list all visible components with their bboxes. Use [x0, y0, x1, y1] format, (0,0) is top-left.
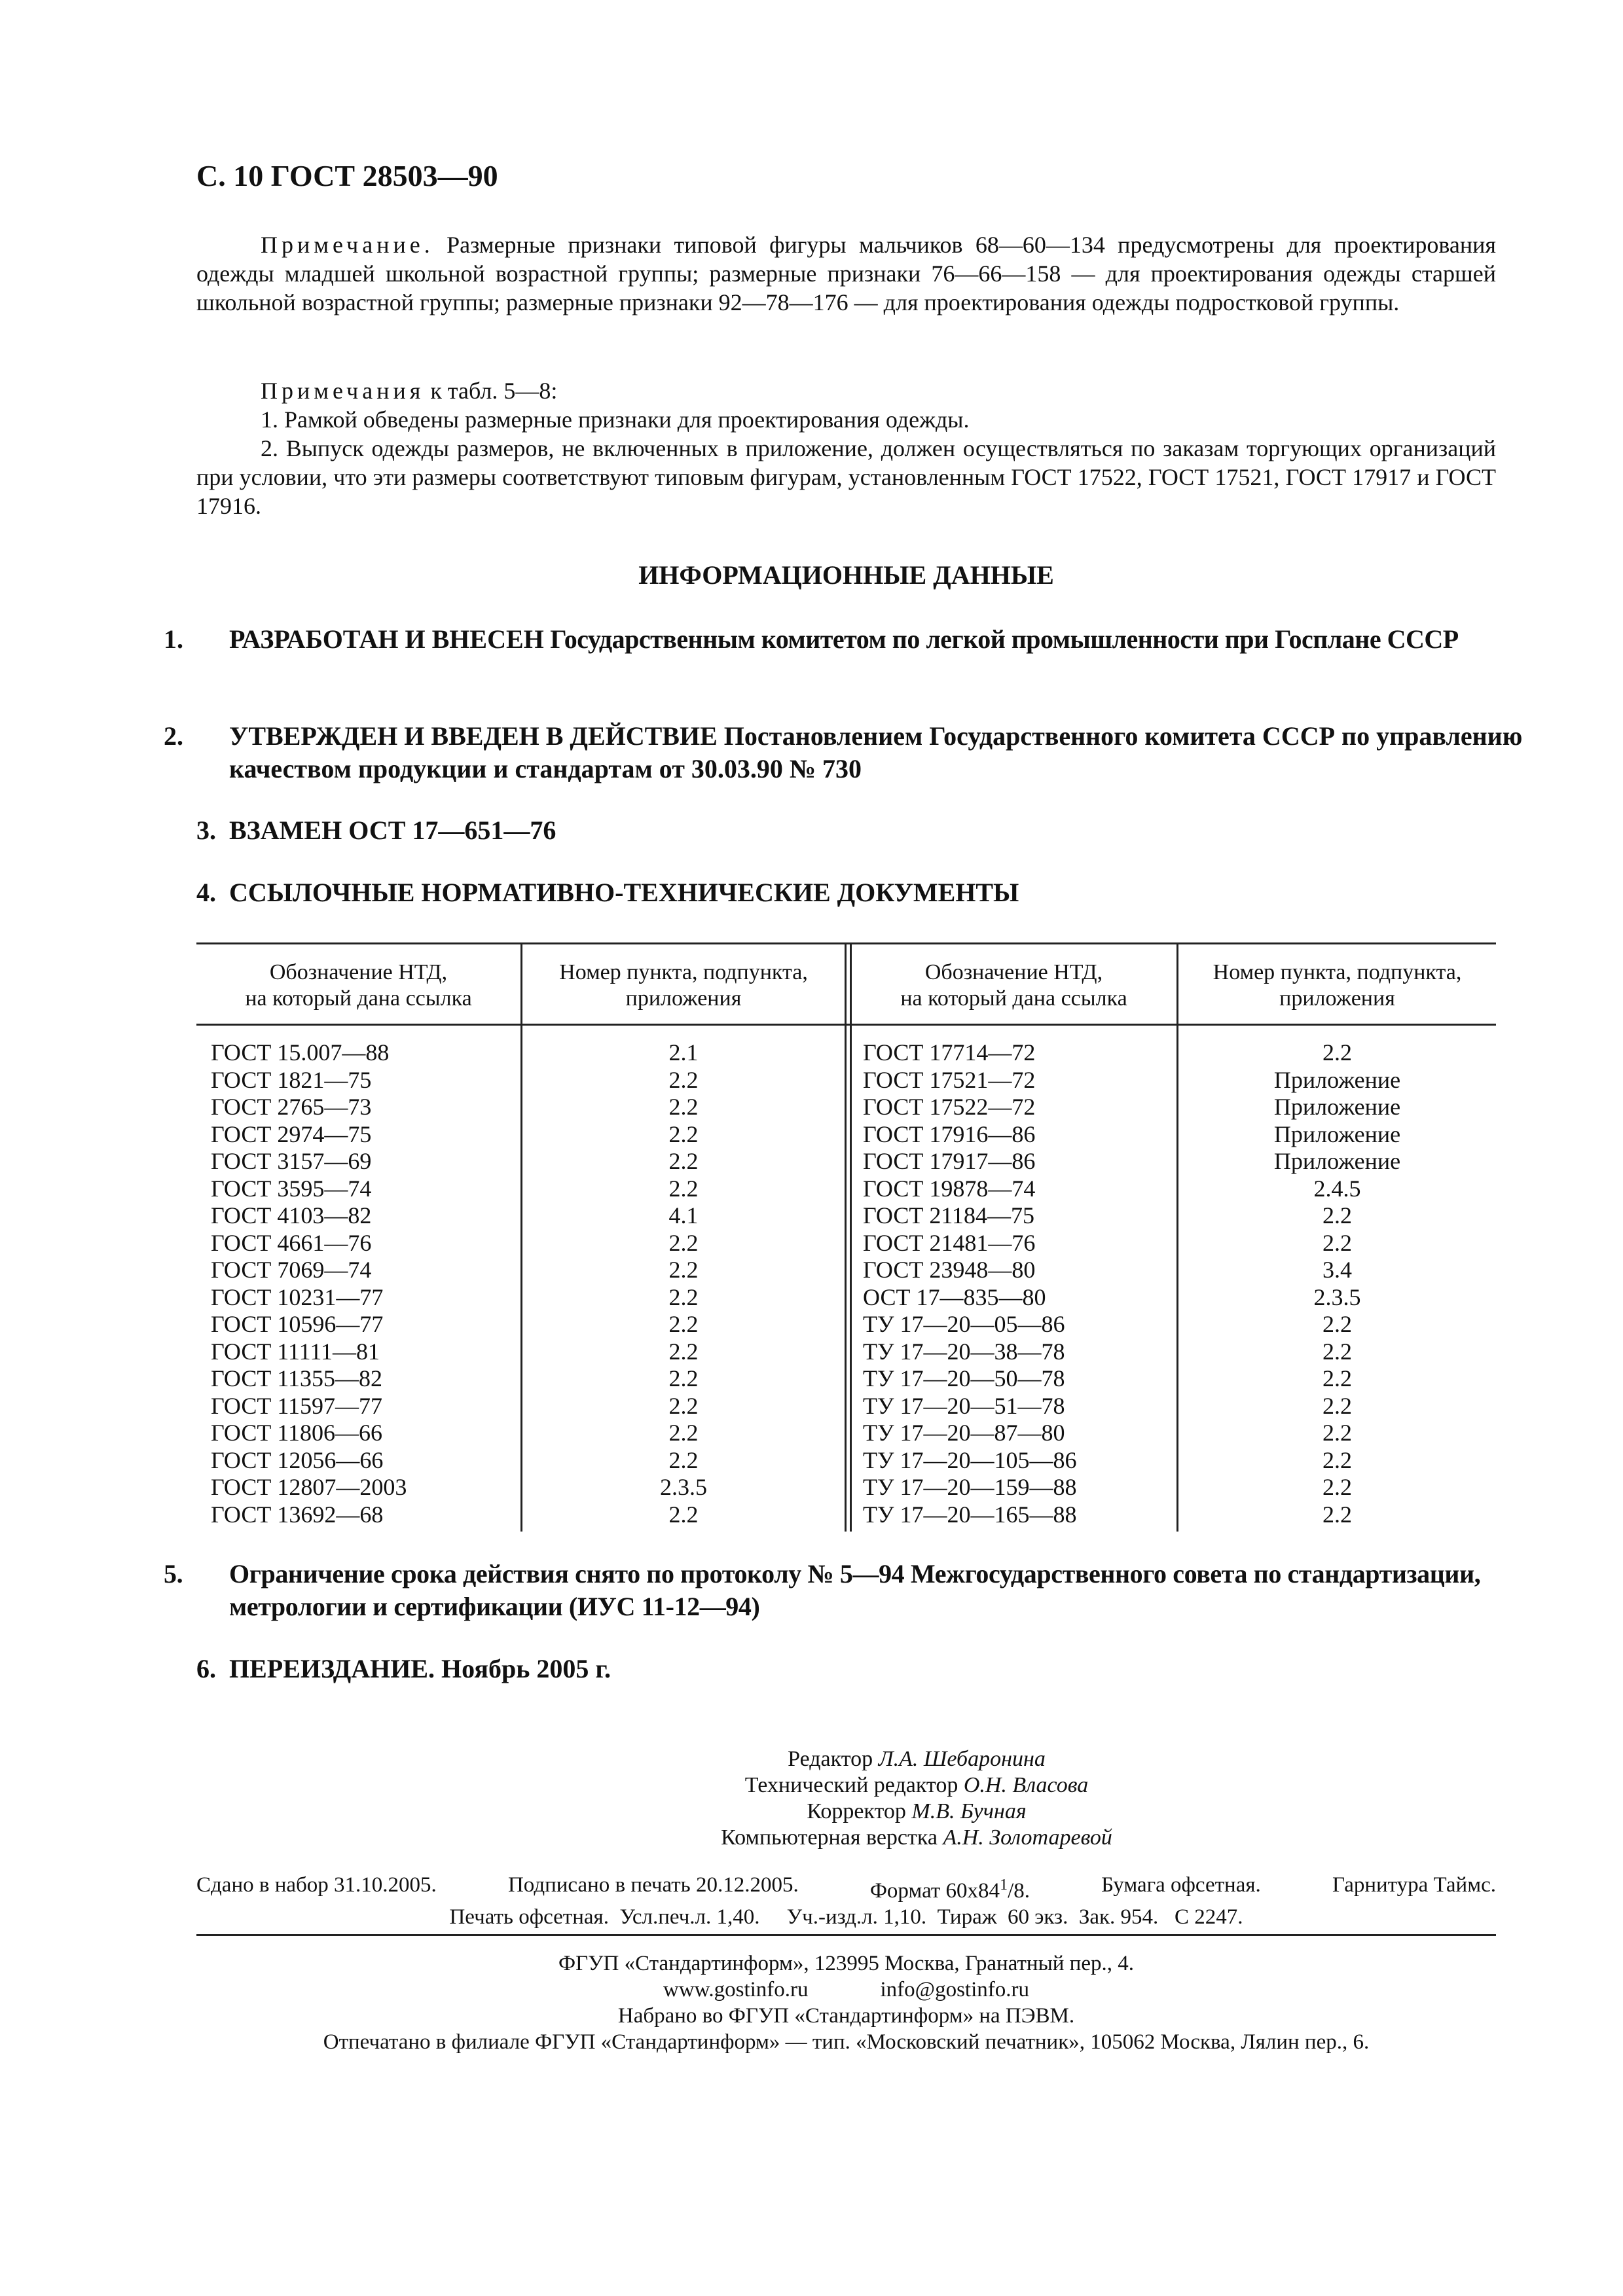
section-2: [164, 720, 1525, 785]
table-cell: ТУ 17—20—05—86: [863, 1311, 1065, 1337]
column-left-refs: [522, 1039, 845, 1528]
page-header: С. 10 ГОСТ 28503—90: [196, 159, 498, 192]
header-line: Обозначение НТД,: [269, 960, 448, 984]
table-cell: ГОСТ 17522—72: [863, 1094, 1036, 1120]
section-6: [196, 1653, 1493, 1685]
table-cell: 2.2: [1322, 1474, 1352, 1500]
credit-name: Л.А. Шебаронина: [878, 1747, 1046, 1771]
table-cell: 2.2: [1322, 1420, 1352, 1446]
table-cell: 2.2: [668, 1121, 699, 1147]
imprint-format: [870, 1872, 1030, 1904]
table-cell: 2.1: [668, 1039, 699, 1066]
column-right-refs: [1178, 1039, 1496, 1528]
table-cell: ГОСТ 21481—76: [863, 1229, 1036, 1256]
note-item-1: 1. Рамкой обведены размерные признаки для проектирования одежды.: [261, 406, 970, 433]
table-cell: 2.2: [668, 1148, 699, 1174]
imprint-line-1: [196, 1872, 1496, 1904]
footer-typeset: Набрано во ФГУП «Стандартинформ» на ПЭВМ.: [617, 2004, 1075, 2028]
info-title: ИНФОРМАЦИОННЫЕ ДАННЫЕ: [638, 560, 1054, 590]
credit-corrector: [589, 1799, 1244, 1825]
notes-label-tail: к табл. 5—8:: [424, 378, 558, 404]
table-cell: 2.4.5: [1313, 1175, 1361, 1202]
table-cell: 2.2: [668, 1446, 699, 1473]
notes-label: Примечания: [261, 378, 425, 404]
header-line: Обозначение НТД,: [924, 960, 1103, 984]
table-cell: ГОСТ 17521—72: [863, 1066, 1036, 1093]
table-cell: ГОСТ 2974—75: [211, 1121, 372, 1147]
table-cell: 2.2: [1322, 1501, 1352, 1528]
table-cell: 2.2: [1322, 1365, 1352, 1391]
table-cell: ОСТ 17—835—80: [863, 1283, 1046, 1310]
table-cell: ГОСТ 2765—73: [211, 1094, 372, 1120]
table-cell: ТУ 17—20—165—88: [863, 1501, 1077, 1528]
section-5-number: 5.: [164, 1559, 183, 1588]
footer-printed: Отпечатано в филиале ФГУП «Стандартинформ» — тип. «Московский печатник», 105062 Москва, Лялин пер., 6.: [323, 2030, 1370, 2054]
table-cell: Приложение: [1273, 1094, 1401, 1120]
table-cell: ГОСТ 1821—75: [211, 1066, 372, 1093]
credit-layout: [589, 1825, 1244, 1851]
table-cell: 2.2: [668, 1392, 699, 1419]
table-cell: ГОСТ 10231—77: [211, 1283, 384, 1310]
column-right-docs: [863, 1039, 1174, 1528]
section-1-text: Государственным комитетом по легкой промышленности при Госплане СССР: [543, 624, 1459, 654]
table-cell: 2.2: [668, 1229, 699, 1256]
section-2-text: Постановлением Государственного комитета СССР по управлению качеством продукции и стандартам от 30.03.90 № 730: [229, 721, 1523, 783]
table-header-ref-right: [1178, 960, 1496, 1012]
table-cell: 2.2: [1322, 1392, 1352, 1419]
note-text: Размерные признаки типовой фигуры мальчиков 68—60—134 предусмотрены для проектирования одежды младшей школьной возрастной группы; размерные признаки 76—66—158 — для проектирования одежды старшей школьной возрастной группы; размерные признаки 92—78—176 — для проектирования одежды подростковой группы.: [196, 232, 1496, 315]
section-6-number: 6.: [196, 1654, 216, 1683]
table-cell: Приложение: [1273, 1148, 1401, 1174]
section-2-lead: УТВЕРЖДЕН И ВВЕДЕН В ДЕЙСТВИЕ: [229, 721, 718, 751]
table-header-ref-left: [522, 960, 845, 1012]
table-header-doc-right: [851, 960, 1176, 1012]
header-line: приложения: [1279, 986, 1395, 1011]
table-divider-center: [845, 942, 852, 1532]
imprint-typeface: Гарнитура Таймс.: [1332, 1873, 1496, 1897]
imprint-line-2: Печать офсетная. Усл.печ.л. 1,40. Уч.-изд.л. 1,10. Тираж 60 экз. Зак. 954. С 2247.: [449, 1905, 1243, 1929]
section-2-number: 2.: [164, 721, 183, 751]
table-cell: ТУ 17—20—105—86: [863, 1446, 1077, 1473]
section-3-number: 3.: [196, 816, 216, 845]
table-cell: 2.2: [668, 1066, 699, 1093]
format-text: /8.: [1008, 1879, 1030, 1903]
notes-heading: [196, 376, 1496, 405]
section-1-lead: РАЗРАБОТАН И ВНЕСЕН: [229, 624, 544, 654]
note-paragraph: [196, 230, 1496, 317]
section-3: [196, 814, 1493, 847]
header-line: на который дана ссылка: [900, 986, 1127, 1011]
table-cell: ГОСТ 11111—81: [211, 1338, 380, 1365]
section-4-number: 4.: [196, 878, 216, 907]
imprint-signed: Подписано в печать 20.12.2005.: [507, 1873, 799, 1897]
table-cell: ГОСТ 21184—75: [863, 1202, 1035, 1229]
table-cell: 2.2: [1322, 1039, 1352, 1066]
table-cell: ГОСТ 11355—82: [211, 1365, 383, 1391]
table-cell: ГОСТ 7069—74: [211, 1257, 372, 1283]
header-line: на который дана ссылка: [245, 986, 472, 1011]
table-cell: ГОСТ 13692—68: [211, 1501, 384, 1528]
table-cell: ГОСТ 11597—77: [211, 1392, 383, 1419]
credit-tech-editor: [589, 1772, 1244, 1799]
table-cell: ТУ 17—20—38—78: [863, 1338, 1065, 1365]
credit-name: М.В. Бучная: [911, 1799, 1027, 1823]
column-left-docs: [211, 1039, 519, 1528]
section-1: [164, 623, 1525, 656]
section-4: [196, 876, 1493, 909]
table-header-doc-left: [196, 960, 520, 1012]
footer-address: ФГУП «Стандартинформ», 123995 Москва, Гранатный пер., 4.: [558, 1952, 1134, 1975]
table-cell: ГОСТ 11806—66: [211, 1420, 383, 1446]
table-cell: 2.2: [1322, 1338, 1352, 1365]
credits-block: [589, 1746, 1244, 1851]
credit-name: О.Н. Власова: [963, 1773, 1089, 1797]
format-sup: 1: [1000, 1876, 1008, 1893]
credit-name: А.Н. Золотаревой: [943, 1825, 1112, 1850]
table-cell: ГОСТ 23948—80: [863, 1257, 1036, 1283]
table-cell: ТУ 17—20—87—80: [863, 1420, 1065, 1446]
table-cell: 2.2: [1322, 1446, 1352, 1473]
header-line: Номер пункта, подпункта,: [559, 960, 808, 984]
table-cell: 2.2: [668, 1420, 699, 1446]
table-cell: 2.3.5: [1313, 1283, 1361, 1310]
table-cell: ГОСТ 15.007—88: [211, 1039, 390, 1066]
credit-label: Редактор: [788, 1747, 873, 1771]
table-cell: ГОСТ 17916—86: [863, 1121, 1036, 1147]
footer-divider: [196, 1934, 1496, 1936]
table-cell: ГОСТ 17917—86: [863, 1148, 1036, 1174]
table-cell: 4.1: [668, 1202, 699, 1229]
table-cell: 2.2: [668, 1365, 699, 1391]
credit-label: Компьютерная верстка: [721, 1825, 938, 1850]
note-item-2: 2. Выпуск одежды размеров, не включенных в приложение, должен осуществляться по заказам торгующих организаций при условии, что эти размеры соответствуют типовым фигурам, установленным ГОСТ 17522, ГОСТ 17521, ГОСТ 17917 и ГОСТ 17916.: [196, 435, 1496, 519]
table-cell: ГОСТ 4661—76: [211, 1229, 372, 1256]
table-cell: ГОСТ 19878—74: [863, 1175, 1036, 1202]
table-cell: ГОСТ 4103—82: [211, 1202, 372, 1229]
header-line: приложения: [625, 986, 742, 1011]
footer-email: info@gostinfo.ru: [880, 1978, 1029, 2001]
table-cell: 2.2: [668, 1094, 699, 1120]
table-cell: 2.2: [668, 1338, 699, 1365]
table-cell: ГОСТ 3157—69: [211, 1148, 372, 1174]
imprint-paper: Бумага офсетная.: [1101, 1873, 1261, 1897]
credit-editor: [589, 1746, 1244, 1772]
footer-contacts: [196, 1977, 1496, 2003]
footer-website: www.gostinfo.ru: [663, 1978, 809, 2001]
table-cell: 2.2: [668, 1175, 699, 1202]
table-cell: 2.2: [1322, 1229, 1352, 1256]
header-line: Номер пункта, подпункта,: [1213, 960, 1462, 984]
table-cell: 2.3.5: [660, 1474, 707, 1500]
publisher-footer: [196, 1950, 1496, 2055]
table-cell: 2.2: [668, 1283, 699, 1310]
table-cell: 3.4: [1322, 1257, 1352, 1283]
table-cell: Приложение: [1273, 1066, 1401, 1093]
table-cell: ГОСТ 12056—66: [211, 1446, 384, 1473]
table-cell: 2.2: [1322, 1311, 1352, 1337]
imprint-sent: Сдано в набор 31.10.2005.: [196, 1873, 437, 1897]
section-5-text: Ограничение срока действия снято по протоколу № 5—94 Межгосударственного совета по стандартизации, метрологии и сертификации (ИУС 11-12—94): [229, 1559, 1481, 1621]
table-cell: 2.2: [1322, 1202, 1352, 1229]
table-cell: ГОСТ 10596—77: [211, 1311, 384, 1337]
reference-table: [196, 942, 1496, 1532]
section-3-lead: ВЗАМЕН ОСТ 17—651—76: [229, 816, 556, 845]
table-cell: ГОСТ 17714—72: [863, 1039, 1036, 1066]
section-4-lead: ССЫЛОЧНЫЕ НОРМАТИВНО-ТЕХНИЧЕСКИЕ ДОКУМЕНТЫ: [229, 878, 1019, 907]
note-label: Примечание.: [261, 232, 434, 258]
table-cell: 2.2: [668, 1257, 699, 1283]
table-cell: 2.2: [668, 1311, 699, 1337]
section-1-number: 1.: [164, 624, 183, 654]
table-cell: ГОСТ 3595—74: [211, 1175, 372, 1202]
section-5: [164, 1558, 1525, 1623]
credit-label: Технический редактор: [744, 1773, 958, 1797]
table-cell: ТУ 17—20—51—78: [863, 1392, 1065, 1419]
table-cell: 2.2: [668, 1501, 699, 1528]
table-cell: Приложение: [1273, 1121, 1401, 1147]
imprint-block: [196, 1872, 1496, 1930]
table-cell: ТУ 17—20—50—78: [863, 1365, 1065, 1391]
section-6-text: ПЕРЕИЗДАНИЕ. Ноябрь 2005 г.: [229, 1654, 611, 1683]
notes-block: [196, 376, 1496, 520]
format-text: Формат 60х84: [869, 1879, 1000, 1903]
table-cell: ГОСТ 12807—2003: [211, 1474, 407, 1500]
table-cell: ТУ 17—20—159—88: [863, 1474, 1077, 1500]
credit-label: Корректор: [807, 1799, 906, 1823]
